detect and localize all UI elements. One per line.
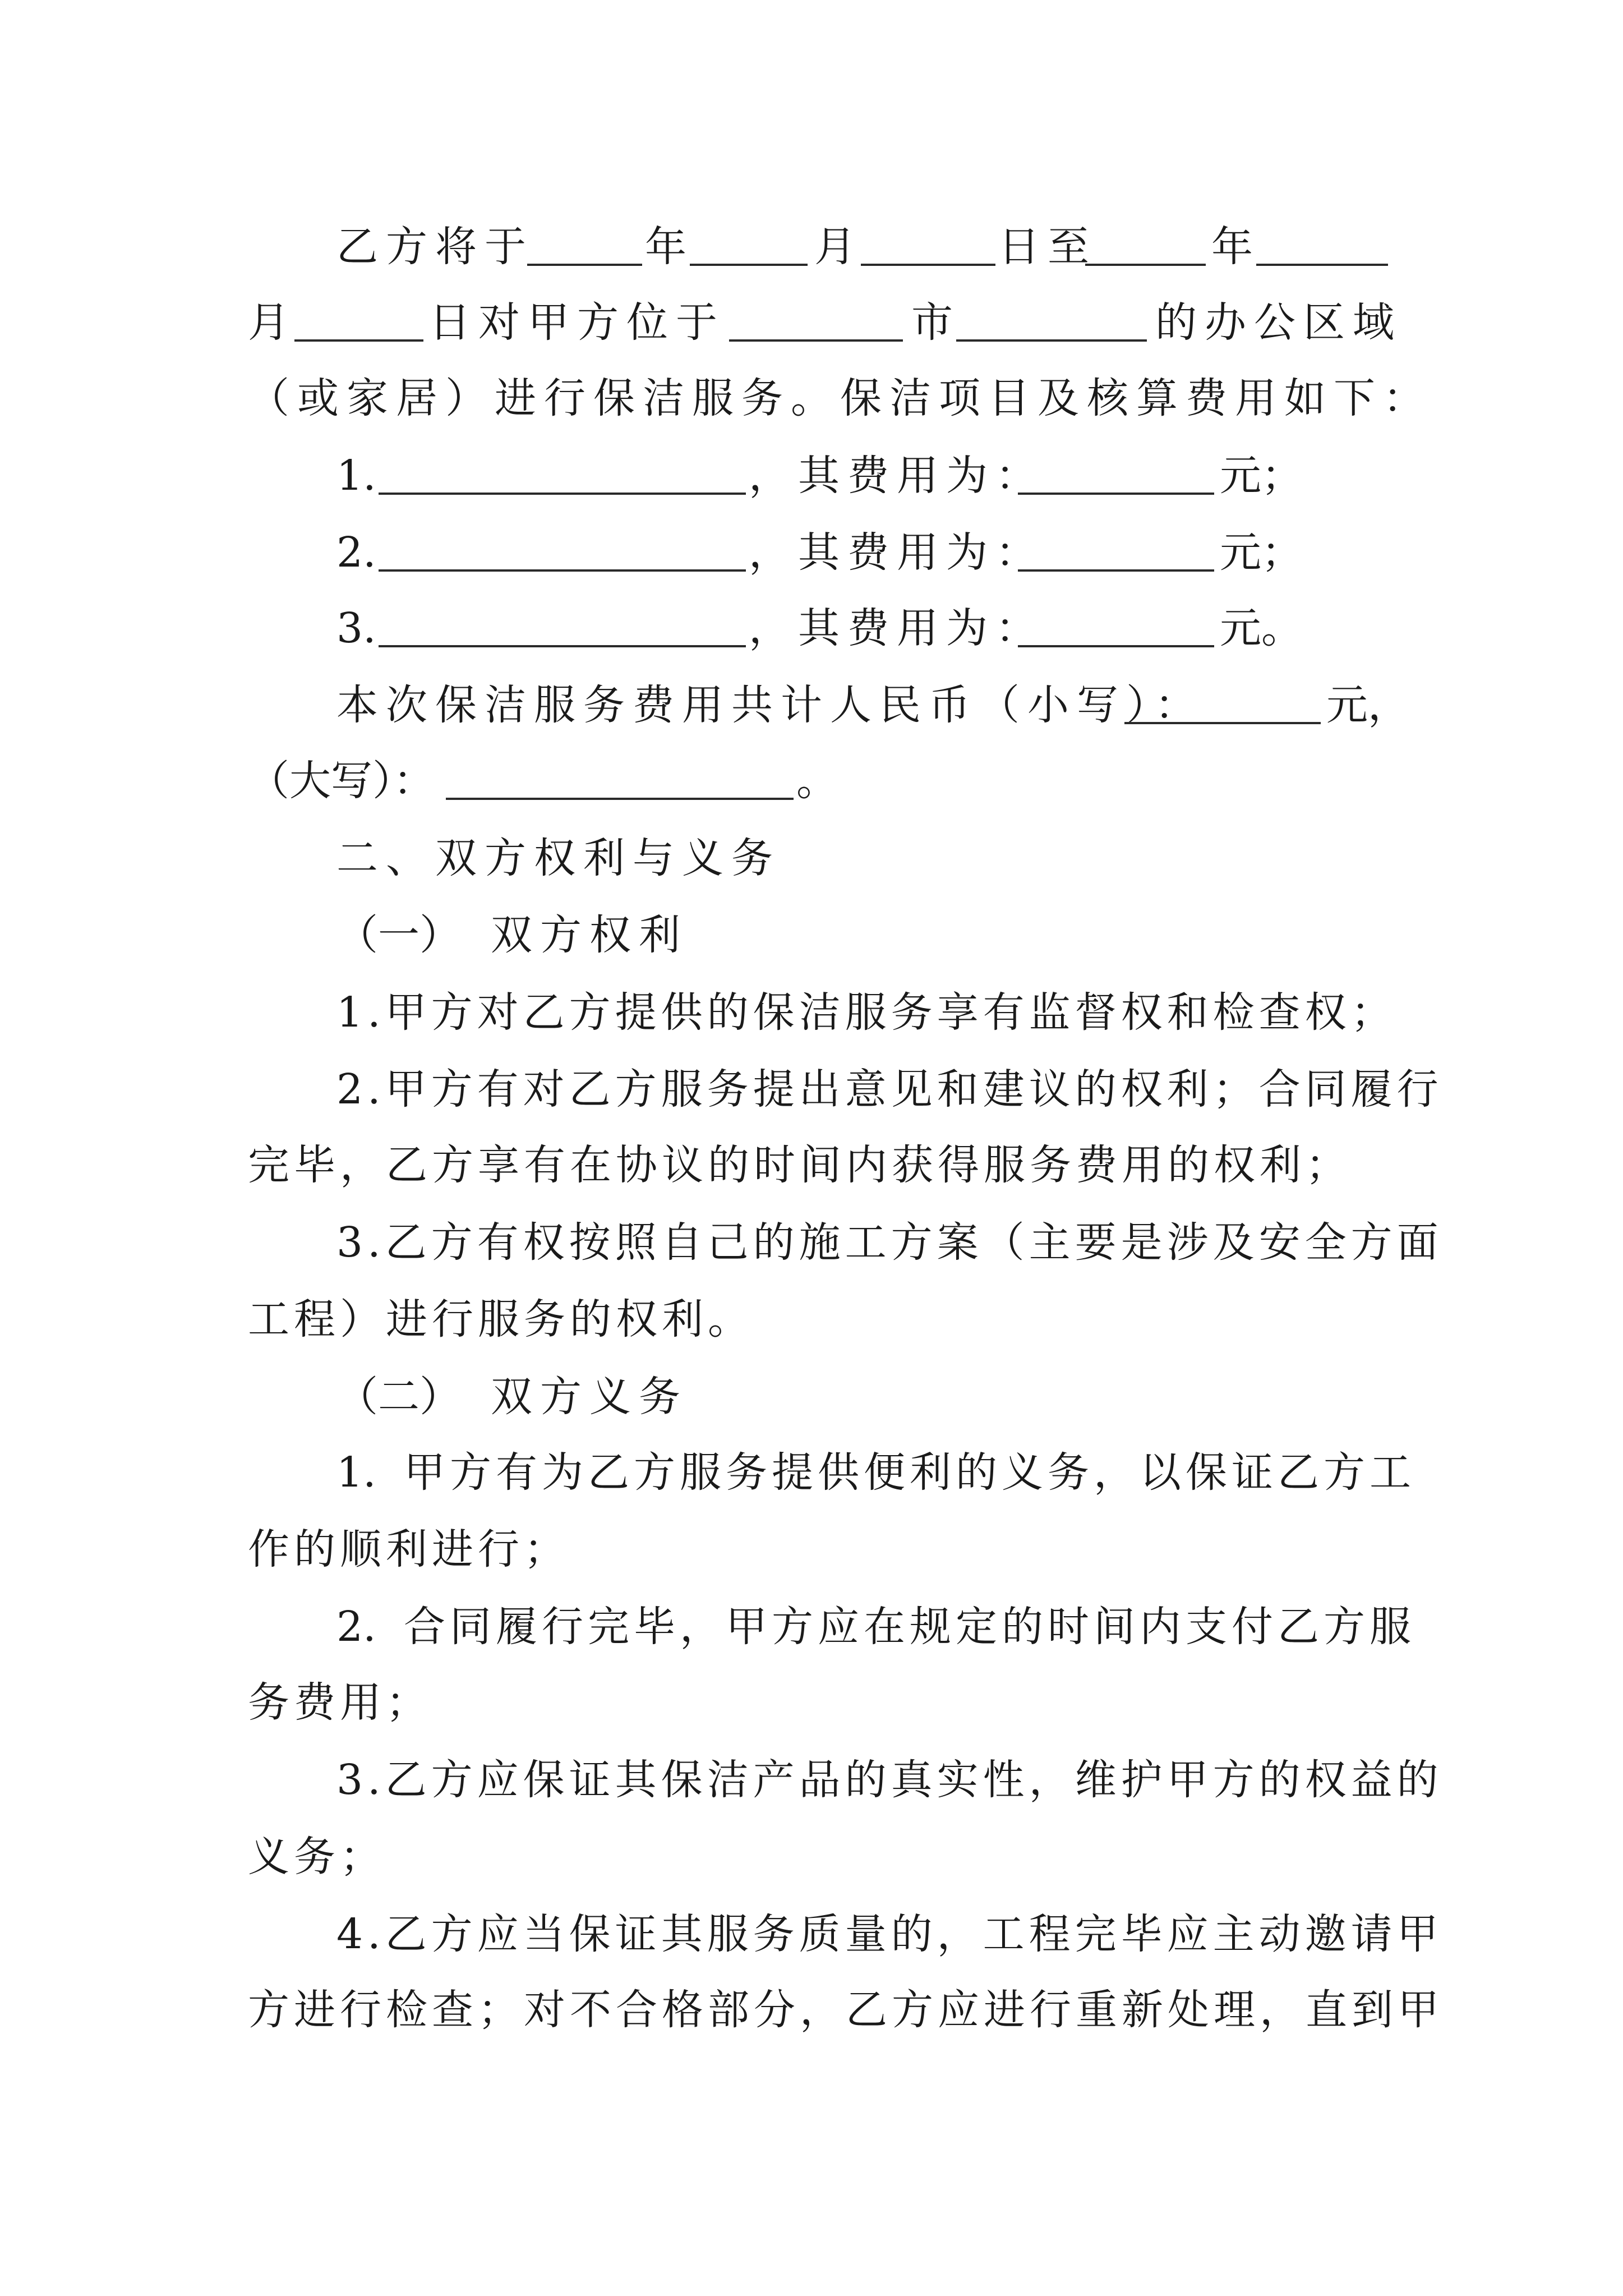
paragraph-line — [0, 1050, 1623, 1129]
paragraph-line — [0, 283, 1623, 362]
text-segment: （一） — [336, 911, 461, 959]
text-segment: 。 — [796, 757, 838, 805]
fill-in-blank — [379, 645, 746, 647]
fee-item-line — [0, 436, 1623, 515]
fill-in-blank — [379, 493, 746, 495]
fill-in-blank — [1018, 493, 1214, 495]
total-amount-line — [0, 666, 1623, 744]
item-number: 1. — [336, 1448, 376, 1497]
text-segment: 3.乙方应保证其保洁产品的真实性，维护甲方的权益的 — [336, 1756, 1443, 1804]
text-segment: 2.甲方有对乙方服务提出意见和建议的权利；合同履行 — [336, 1065, 1443, 1114]
text-segment: 元； — [1220, 528, 1303, 577]
item-number: 3. — [336, 604, 376, 652]
text-segment: 完毕，乙方享有在协议的时间内获得服务费用的权利； — [248, 1141, 1352, 1189]
paragraph-line — [0, 973, 1623, 1052]
total-amount-line — [0, 742, 1623, 820]
fill-in-blank — [446, 798, 794, 800]
subsection-heading — [0, 1358, 1623, 1436]
fill-in-blank — [1124, 722, 1321, 724]
paragraph-line — [0, 1126, 1623, 1204]
fill-in-blank — [379, 569, 746, 572]
paragraph-line — [0, 1895, 1623, 1973]
text-segment: 义务； — [248, 1833, 386, 1881]
paragraph-line — [0, 1818, 1623, 1896]
text-segment: 工程）进行服务的权利。 — [248, 1295, 754, 1343]
paragraph-line — [0, 1588, 1623, 1666]
text-segment: 日对甲方位于 — [429, 298, 725, 347]
text-segment: 年 — [1211, 223, 1253, 271]
fill-in-blank — [861, 264, 995, 266]
item-number: 2. — [336, 528, 376, 577]
text-segment: 年 — [645, 223, 686, 271]
text-segment: 元； — [1220, 452, 1303, 500]
text-segment: 元， — [1326, 681, 1409, 729]
text-segment: 方进行检查；对不合格部分，乙方应进行重新处理，直到甲 — [248, 1986, 1444, 2034]
text-segment: 甲方有为乙方服务提供便利的义务，以保证乙方工 — [404, 1448, 1415, 1497]
fill-in-blank — [527, 264, 642, 266]
text-segment: ，其费用为： — [749, 604, 1045, 652]
fill-in-blank — [1018, 569, 1214, 572]
text-segment: （二） — [336, 1373, 461, 1421]
fee-item-line — [0, 589, 1623, 668]
fill-in-blank — [729, 339, 903, 342]
paragraph-line — [0, 208, 1623, 286]
text-segment: ，其费用为： — [749, 528, 1045, 577]
text-segment: 市 — [911, 298, 953, 347]
text-segment: 作的顺利进行； — [248, 1525, 570, 1573]
fill-in-blank — [690, 264, 808, 266]
text-segment: 的办公区域 — [1155, 298, 1402, 347]
section-heading — [0, 819, 1623, 898]
paragraph-line — [0, 1741, 1623, 1819]
text-segment: 乙方将于 — [336, 223, 534, 271]
text-segment: 元。 — [1220, 604, 1303, 652]
fill-in-blank — [294, 339, 423, 342]
fee-item-line — [0, 513, 1623, 592]
fill-in-blank — [956, 339, 1147, 342]
text-segment: 二、双方权利与义务 — [336, 834, 781, 882]
item-number: 1. — [336, 452, 376, 500]
text-segment: 双方权利 — [491, 911, 688, 959]
text-segment: 1.甲方对乙方提供的保洁服务享有监督权和检查权； — [336, 988, 1397, 1037]
paragraph-line — [0, 359, 1623, 438]
text-segment: 月 — [814, 223, 856, 271]
text-segment: 3.乙方有权按照自己的施工方案（主要是涉及安全方面 — [336, 1218, 1443, 1267]
text-segment: 务费用； — [248, 1678, 432, 1727]
paragraph-line — [0, 1433, 1623, 1512]
text-segment: 双方义务 — [491, 1373, 688, 1421]
fill-in-blank — [1018, 645, 1214, 647]
paragraph-line — [0, 1510, 1623, 1589]
fill-in-blank — [1085, 264, 1206, 266]
text-segment: ，其费用为： — [749, 452, 1045, 500]
paragraph-line — [0, 1663, 1623, 1742]
text-segment: （或家居）进行保洁服务。保洁项目及核算费用如下： — [248, 374, 1432, 422]
text-segment: 合同履行完毕，甲方应在规定的时间内支付乙方服 — [404, 1603, 1415, 1651]
text-segment: 本次保洁服务费用共计人民币（小写）： — [336, 681, 1204, 729]
paragraph-line — [0, 1971, 1623, 2049]
text-segment: 月 — [248, 298, 289, 347]
subsection-heading — [0, 896, 1623, 974]
fill-in-blank — [1256, 264, 1388, 266]
paragraph-line — [0, 1280, 1623, 1359]
text-segment: 4.乙方应当保证其服务质量的，工程完毕应主动邀请甲 — [336, 1910, 1443, 1958]
item-number: 2. — [336, 1603, 376, 1651]
text-segment: （大写）： — [248, 757, 435, 805]
paragraph-line — [0, 1203, 1623, 1282]
text-segment: 日至 — [998, 223, 1097, 271]
